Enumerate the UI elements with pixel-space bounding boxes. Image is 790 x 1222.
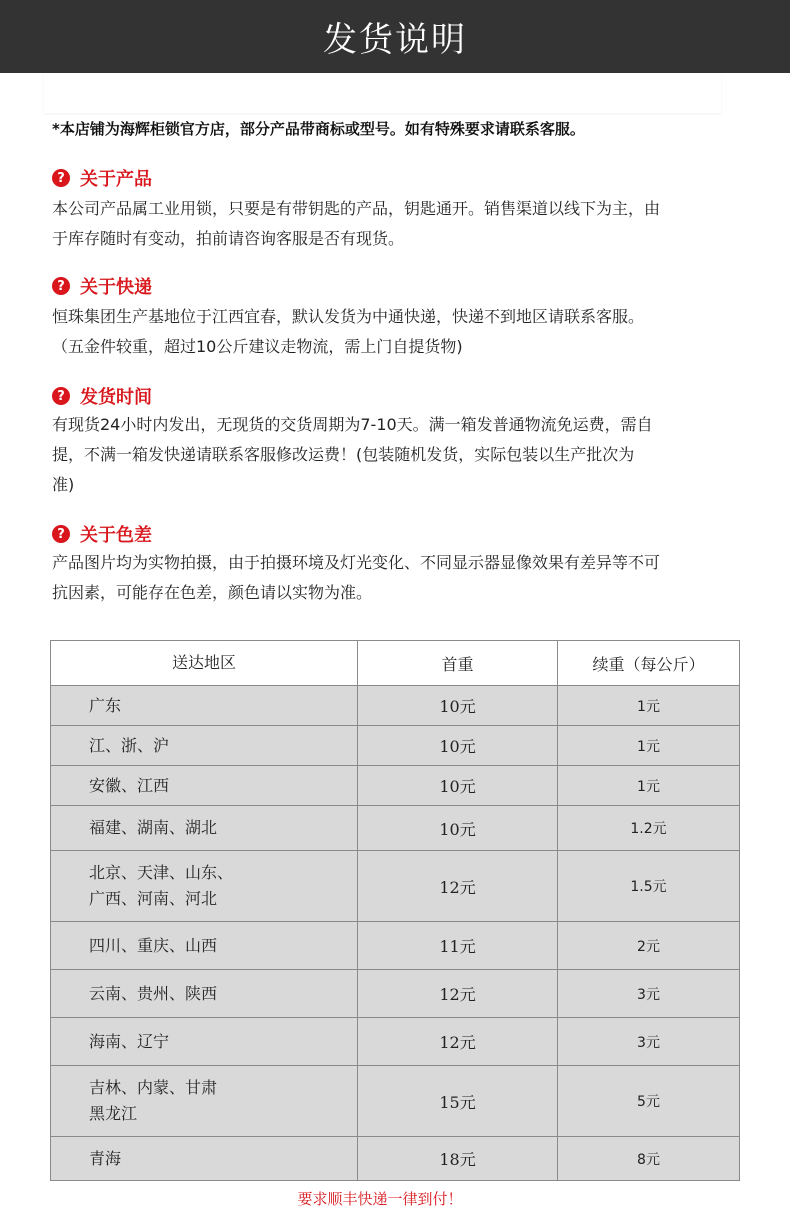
section-title: 关于产品 bbox=[80, 169, 152, 190]
text-line: 抗因素，可能存在色差，颜色请以实物为准。 bbox=[52, 583, 373, 602]
region-line: 云南、贵州、陕西 bbox=[89, 983, 218, 1003]
table-row bbox=[51, 686, 740, 726]
table-row bbox=[51, 970, 740, 1018]
sf-express-note: 要求顺丰快递一律到付！ bbox=[297, 1190, 463, 1208]
first-weight-cell: 12元 bbox=[358, 1018, 558, 1066]
extra-weight-cell: 2元 bbox=[558, 922, 740, 970]
extra-weight-cell: 1元 bbox=[558, 766, 740, 806]
table-row bbox=[51, 726, 740, 766]
question-icon: ? bbox=[52, 169, 70, 187]
table-header-row bbox=[51, 641, 740, 686]
table-row bbox=[51, 806, 740, 851]
region-cell bbox=[51, 806, 358, 851]
shipping-fee-table bbox=[50, 640, 740, 1181]
question-icon: ? bbox=[52, 387, 70, 405]
extra-weight-cell: 1元 bbox=[558, 686, 740, 726]
region-cell bbox=[51, 922, 358, 970]
question-icon: ? bbox=[52, 525, 70, 543]
question-icon: ? bbox=[52, 277, 70, 295]
first-weight-cell: 15元 bbox=[358, 1066, 558, 1137]
region-line: 海南、辽宁 bbox=[89, 1031, 170, 1051]
first-weight-cell: 10元 bbox=[358, 766, 558, 806]
table-row bbox=[51, 922, 740, 970]
first-weight-cell: 12元 bbox=[358, 970, 558, 1018]
region-cell bbox=[51, 851, 358, 922]
column-header-extra-weight: 续重（每公斤） bbox=[558, 641, 740, 686]
region-line: 广东 bbox=[89, 695, 122, 715]
page-title: 发货说明 bbox=[323, 20, 467, 60]
region-cell bbox=[51, 1066, 358, 1137]
column-header-region: 送达地区 bbox=[51, 641, 358, 686]
extra-weight-cell: 1元 bbox=[558, 726, 740, 766]
extra-weight-cell: 8元 bbox=[558, 1137, 740, 1181]
first-weight-cell: 18元 bbox=[358, 1137, 558, 1181]
column-header-first-weight: 首重 bbox=[358, 641, 558, 686]
region-line: 福建、湖南、湖北 bbox=[89, 818, 218, 837]
region-line: 江、浙、沪 bbox=[89, 735, 170, 755]
region-cell bbox=[51, 1137, 358, 1181]
region-cell bbox=[51, 1018, 358, 1066]
first-weight-cell: 11元 bbox=[358, 922, 558, 970]
text-line: 本公司产品属工业用锁，只要是有带钥匙的产品，钥匙通开。销售渠道以线下为主，由 bbox=[52, 199, 661, 218]
region-line: 黑龙江 bbox=[89, 1104, 138, 1123]
table-row bbox=[51, 1137, 740, 1181]
section-shipping-heading bbox=[52, 273, 152, 299]
text-line: 有现货24小时内发出，无现货的交货周期为7-10天。满一箱发普通物流免运费，需自 bbox=[52, 415, 653, 434]
text-line: 准) bbox=[52, 475, 75, 494]
table-row bbox=[51, 766, 740, 806]
extra-weight-cell: 3元 bbox=[558, 970, 740, 1018]
region-line: 安徽、江西 bbox=[89, 775, 170, 795]
section-color-heading bbox=[52, 521, 152, 547]
section-product-text bbox=[52, 194, 742, 254]
section-title: 关于快递 bbox=[80, 277, 152, 298]
region-line: 北京、天津、山东、 bbox=[89, 863, 234, 882]
table-row bbox=[51, 851, 740, 922]
extra-weight-cell: 5元 bbox=[558, 1066, 740, 1137]
section-delivery-time-text bbox=[52, 410, 742, 500]
text-line: 提，不满一箱发快递请联系客服修改运费！(包装随机发货，实际包装以生产批次为 bbox=[52, 445, 635, 464]
text-line: 产品图片均为实物拍摄，由于拍摄环境及灯光变化、不同显示器显像效果有差异等不可 bbox=[52, 553, 661, 572]
region-line: 青海 bbox=[89, 1148, 122, 1168]
text-line: （五金件较重，超过10公斤建议走物流，需上门自提货物) bbox=[52, 337, 463, 356]
section-title: 发货时间 bbox=[80, 387, 152, 408]
section-color-text bbox=[52, 548, 742, 608]
extra-weight-cell: 1.5元 bbox=[558, 851, 740, 922]
page-header bbox=[0, 0, 790, 73]
region-cell bbox=[51, 686, 358, 726]
first-weight-cell: 12元 bbox=[358, 851, 558, 922]
region-cell bbox=[51, 970, 358, 1018]
region-line: 吉林、内蒙、甘肃 bbox=[89, 1078, 218, 1097]
text-line: 于库存随时有变动，拍前请咨询客服是否有现货。 bbox=[52, 229, 405, 248]
table-row bbox=[51, 1066, 740, 1137]
section-product-heading bbox=[52, 165, 152, 191]
notice-box bbox=[44, 73, 721, 113]
section-shipping-text bbox=[52, 302, 742, 362]
table-row bbox=[51, 1018, 740, 1066]
region-line: 广西、河南、河北 bbox=[89, 889, 218, 908]
region-cell bbox=[51, 766, 358, 806]
store-notice: *本店铺为海辉柜锁官方店，部分产品带商标或型号。如有特殊要求请联系客服。 bbox=[52, 120, 585, 138]
first-weight-cell: 10元 bbox=[358, 726, 558, 766]
section-title: 关于色差 bbox=[80, 525, 152, 546]
extra-weight-cell: 1.2元 bbox=[558, 806, 740, 851]
extra-weight-cell: 3元 bbox=[558, 1018, 740, 1066]
text-line: 恒珠集团生产基地位于江西宜春，默认发货为中通快递，快递不到地区请联系客服。 bbox=[52, 307, 645, 326]
first-weight-cell: 10元 bbox=[358, 686, 558, 726]
region-cell bbox=[51, 726, 358, 766]
first-weight-cell: 10元 bbox=[358, 806, 558, 851]
region-line: 四川、重庆、山西 bbox=[89, 935, 218, 955]
section-delivery-time-heading bbox=[52, 383, 152, 409]
